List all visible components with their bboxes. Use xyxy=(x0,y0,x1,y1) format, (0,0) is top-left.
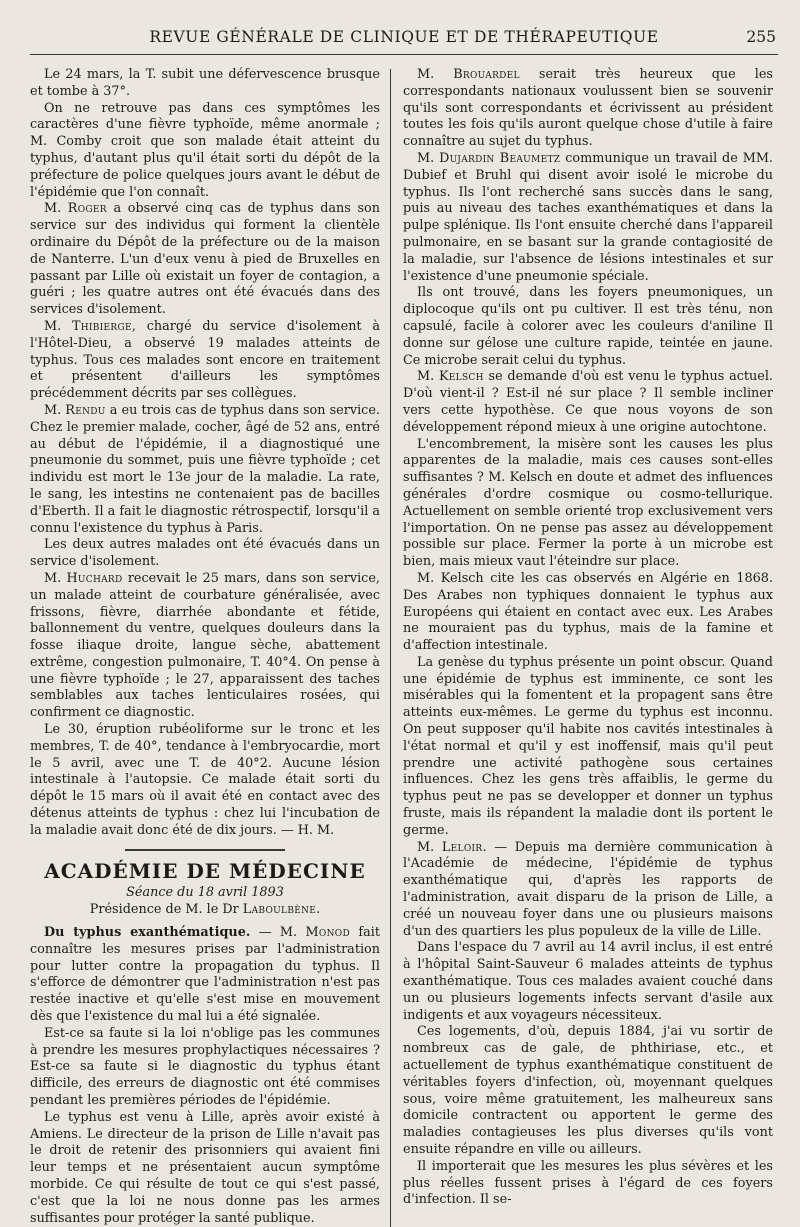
paragraph: M. Huchard recevait le 25 mars, dans son service, un malade atteint de courbature généralisée, avec frissons, fièvre, diarrhée abondante et fétide, ballonnement du ventre, quelques douleurs dans la fosse iliaque droite, langue sèche, abattement extrême, congestion pulmonaire, T. 40°4. On pense à une fièvre typhoïde ; le 27, apparaissent des taches semblables aux taches lenticulaires rosées, qui confirment ce diagnostic. xyxy=(30,570,380,721)
right-column xyxy=(391,67,773,1227)
session-date: 18 avril 1893 xyxy=(197,885,284,901)
paragraph: On ne retrouve pas dans ces symptômes les caractères d'une fièvre typhoïde, même anormale ; M. Comby croit que son malade était atteint du typhus, d'autant plus qu'il était sorti du dépôt de la préfecture de police quelques jours avant le début de l'épidémie que l'on connaît. xyxy=(30,100,380,200)
president-name: Laboulbène xyxy=(242,902,317,918)
speaker-name: Brouardel xyxy=(453,67,520,82)
page-number: 255 xyxy=(746,28,776,46)
paragraph-text: . — Depuis ma dernière communication à l'Académie de médecine, l'épidémie de typhus exanthématique qui, d'après les rapports de l'administration, avait disparu de la prison de Lille, a créé un nouveau foyer dans une ou plusieurs maisons d'un des quartiers les plus populeux de la ville de Lille. xyxy=(403,839,773,939)
speaker-name: Thibierge xyxy=(71,318,132,334)
section-separator xyxy=(125,849,285,851)
paragraph xyxy=(30,722,380,840)
paragraph-text: a eu trois cas de typhus dans son service. Chez le premier malade, cocher, âgé de 52 ans, entré au début de l'épidémie, il a diagnostiqué une pneumonie du sommet, puis une fièvre typhoïde ; cet individu est mort le 13e jour de la maladie. La rate, le sang, les intestins ne contenaient pas de bacilles d'Eberth. Il a fait le diagnostic rétrospectif, lorsqu'il a connu l'existence du typhus à Paris. xyxy=(30,402,380,536)
paragraph: Ces logements, d'où, depuis 1884, j'ai vu sortir de nombreux cas de gale, de phthiriase, etc., et actuellement de typhus exanthématique constituent de véritables foyers d'infection, où, moyennant quelques sous, voire même gratuitement, les malheureux sans domicile contractent ou apportent le germe des maladies contagieuses les plus diverses qu'ils vont ensuite répandre en ville ou ailleurs. xyxy=(403,1024,773,1157)
two-column-body xyxy=(30,67,778,1227)
section-heading: ACADÉMIE DE MÉDECINE xyxy=(44,858,366,883)
presidence-line: Présidence de M. le Dr Laboulbène. xyxy=(89,902,321,918)
paragraph-text: a observé cinq cas de typhus dans son service sur des individus qui forment la clientèle ordinaire du Dépôt de la préfecture ou de la maison de Nanterre. L'un d'eux venu à pied de Bruxelles en passant par Lille où existait un foyer de contagion, a guéri ; les quatre autres ont été évacués dans des services d'isolement. xyxy=(30,201,380,318)
paragraph-text: serait très heureux que les correspondants nationaux voulussent bien se souvenir qu'ils sont correspondants et écrivissent au président toutes les fois qu'ils auront quelque chose d'utile à faire connaître au sujet du typhus. xyxy=(403,67,773,150)
speaker-name: Dujardin Beaumetz xyxy=(439,150,561,166)
paragraph: M. Kelsch se demande d'où est venu le typhus actuel. D'où vient-il ? Est-il né sur place ? Il semble incliner vers cette hypothèse. Ce que nous voyons de son développement répond mieux à une origine autochtone. xyxy=(403,369,773,435)
paragraph: Est-ce sa faute si la loi n'oblige pas les communes à prendre les mesures prophylactiques nécessaires ? Est-ce sa faute si le diagnostic du typhus étant difficile, des erreurs de diagnostic ont été commises pendant les premières périodes de l'épidémie. xyxy=(30,1025,380,1109)
paragraph: M. Thibierge, chargé du service d'isolement à l'Hôtel-Dieu, a observé 19 malades atteints de typhus. Tous ces malades sont encore en traitement et présentent d'ailleurs les symptômes précédemment décrits par ses collègues. xyxy=(30,318,380,402)
paragraph: Les deux autres malades ont été évacués dans un service d'isolement. xyxy=(30,537,380,570)
paragraph-text: fait connaître les mesures prises par l'administration pour lutter contre la propagation du typhus. Il s'efforce de démontrer que l'administration n'est pas restée inactive et qu'elle s'est mise en mouvement dès que l'existence du mal lui a été signalée. xyxy=(30,925,380,1025)
left-column xyxy=(30,67,390,1227)
paragraph: Le 24 mars, la T. subit une défervescence brusque et tombe à 37°. xyxy=(30,67,380,99)
paragraph: M. Rendu a eu trois cas de typhus dans son service. Chez le premier malade, cocher, âgé de 52 ans, entré au début de l'épidémie, il a diagnostiqué une pneumonie du sommet, puis une fièvre typhoïde ; cet individu est mort le 13e jour de la maladie. La rate, le sang, les intestins ne contenaient pas de bacilles d'Eberth. Il a fait le diagnostic rétrospectif, lorsqu'il a connu l'existence du typhus à Paris. xyxy=(30,402,380,536)
paragraph-text: recevait le 25 mars, dans son service, un malade atteint de courbature généralisée, avec frissons, fièvre, diarrhée abondante et fétide, ballonnement du ventre, quelques douleurs dans la fosse iliaque droite, langue sèche, abattement extrême, congestion pulmonaire, T. 40°4. On pense à une fièvre typhoïde ; le 27, apparaissent des taches semblables aux taches lenticulaires rosées, qui confirment ce diagnostic. xyxy=(30,570,380,721)
paragraph-text: communique un travail de MM. Dubief et Bruhl qui disent avoir isolé le microbe du typhus. Ils l'ont recherché sans succès dans le sang, puis au niveau des taches exanthématiques et dans la pulpe splénique. Ils l'ont ensuite cherché dans l'appareil pulmonaire, en se basant sur la grande contagiosité de la maladie, sur l'absence de lésions intestinales et sur l'existence d'une pneumonie spéciale. xyxy=(403,150,773,284)
paragraph: M. Leloir. — Depuis ma dernière communication à l'Académie de médecine, l'épidémie de typhus exanthématique qui, d'après les rapports de l'administration, avait disparu de la prison de Lille, a créé un nouveau foyer dans une ou plusieurs maisons d'un des quartiers les plus populeux de la ville de Lille. xyxy=(403,839,773,939)
speaker-name: Rendu xyxy=(65,402,106,418)
running-header xyxy=(30,28,778,55)
paragraph: M. Roger a observé cinq cas de typhus dans son service sur des individus qui forment la clientèle ordinaire du Dépôt de la préfecture ou de la maison de Nanterre. L'un d'eux venu à pied de Bruxelles en passant par Lille où existait un foyer de contagion, a guéri ; les quatre autres ont été évacués dans des services d'isolement. xyxy=(30,201,380,318)
signature: — H. M. xyxy=(280,822,335,838)
paragraph: La genèse du typhus présente un point obscur. Quand une épidémie de typhus est imminente, ce sont les misérables qui la fomentent et la propagent sans être atteints eux-mêmes. Le germe du typhus est inconnu. On peut supposer qu'il habite nos cavités intestinales à l'état normal et qu'il y est inoffensif, mais qu'il peut prendre une activité pathogène sous certaines influences. Chez les gens très affaiblis, le germe du typhus peut ne pas se developper et donner un typhus fruste, mais ils répandent la maladie dont ils portent le germe. xyxy=(403,654,773,838)
speaker-name: Kelsch xyxy=(438,369,484,385)
paragraph-text: se demande d'où est venu le typhus actuel. D'où vient-il ? Est-il né sur place ? Il semble incliner vers cette hypothèse. Ce que nous voyons de son développement répond mieux à une origine autochtone. xyxy=(403,369,773,435)
paragraph: L'encombrement, la misère sont les causes les plus apparentes de la maladie, mais ces causes sont-elles suffisantes ? M. Kelsch en doute et admet des influences générales d'ordre cosmique ou cosmo-tellurique. Actuellement on semble orienté trop exclusivement vers l'importation. On ne pense pas assez au développement possible sur place. Fermer la porte à un microbe est bien, mais mieux vaut l'éteindre sur place. xyxy=(403,436,773,570)
speaker-name: Huchard xyxy=(66,570,123,586)
journal-title: REVUE GÉNÉRALE DE CLINIQUE ET DE THÉRAPEUTIQUE xyxy=(149,28,659,46)
paragraph-text: Le 30, éruption rubéoliforme sur le tronc et les membres, T. de 40°, tendance à l'embryocardie, mort le 5 avril, avec une T. de 40°2. Aucune lésion intestinale à l'autopsie. Ce malade était sorti du dépôt le 15 mars où il avait été en contact avec des détenus atteints de typhus : chez lui l'incubation de la maladie avait donc été de dix jours. xyxy=(30,722,380,838)
paragraph: M. Brouardel serait très heureux que les correspondants nationaux voulussent bien se souvenir qu'ils sont correspondants et écrivissent au président toutes les fois qu'ils auront quelque chose d'utile à faire connaître au sujet du typhus. xyxy=(403,67,773,150)
subject-heading: Du typhus exanthématique. xyxy=(44,925,251,941)
presidence-prefix: Présidence de M. le Dr xyxy=(89,902,239,918)
paragraph-text: , chargé du service d'isolement à l'Hôtel-Dieu, a observé 19 malades atteints de typhus. Tous ces malades sont encore en traitement et présentent d'ailleurs les symptômes précédemment décrits par ses collègues. xyxy=(30,318,380,402)
paragraph: Il importerait que les mesures les plus sévères et les plus réelles fussent prises à l'égard de ces foyers d'infection. Il se- xyxy=(403,1158,773,1208)
paragraph: M. Dujardin Beaumetz communique un travail de MM. Dubief et Bruhl qui disent avoir isolé le microbe du typhus. Ils l'ont recherché sans succès dans le sang, puis au niveau des taches exanthématiques et dans la pulpe splénique. Ils l'ont ensuite cherché dans l'appareil pulmonaire, en se basant sur la grande contagiosité de la maladie, sur l'absence de lésions intestinales et sur l'existence d'une pneumonie spéciale. xyxy=(403,150,773,284)
speaker-name: Monod xyxy=(305,925,350,941)
paragraph: Le typhus est venu à Lille, après avoir existé à Amiens. Le directeur de la prison de Lille n'avait pas le droit de retenir des prisonniers qui avaient fini leur temps et ne présentaient aucun symptôme morbide. Ce qui résulte de tout ce qui s'est passé, c'est que la loi ne nous donne pas les armes suffisantes pour protéger la santé publique. xyxy=(30,1109,380,1226)
paragraph: Ils ont trouvé, dans les foyers pneumoniques, un diplocoque qu'ils ont pu cultiver. Il est très ténu, non capsulé, facile à colorer avec les couleurs d'aniline Il donne sur gélose une culture rapide, teintée en jaune. Ce microbe serait celui du typhus. xyxy=(403,285,773,368)
paragraph: Dans l'espace du 7 avril au 14 avril inclus, il est entré à l'hôpital Saint-Sauveur 6 malades atteints de typhus exanthématique. Tous ces malades avaient couché dans un ou plusieurs logements infects servant d'asile aux indigents et aux voyageurs nécessiteux. xyxy=(403,940,773,1023)
speaker-name: Leloir xyxy=(441,839,483,855)
paragraph: M. Kelsch cite les cas observés en Algérie en 1868. Des Arabes non typhiques donnaient le typhus aux Européens qui étaient en contact avec eux. Les Arabes ne mouraient pas du typhus, mais de la famine et d'affection intestinale. xyxy=(403,570,773,654)
paragraph: Du typhus exanthématique. — M. Monod fait connaître les mesures prises par l'administration pour lutter contre la propagation du typhus. Il s'efforce de démontrer que l'administration n'est pas restée inactive et qu'elle s'est mise en mouvement dès que l'existence du mal lui a été signalée. xyxy=(30,925,380,1025)
session-line xyxy=(30,885,380,902)
speaker-name: Roger xyxy=(67,201,107,217)
session-prefix: Séance du xyxy=(126,885,194,901)
